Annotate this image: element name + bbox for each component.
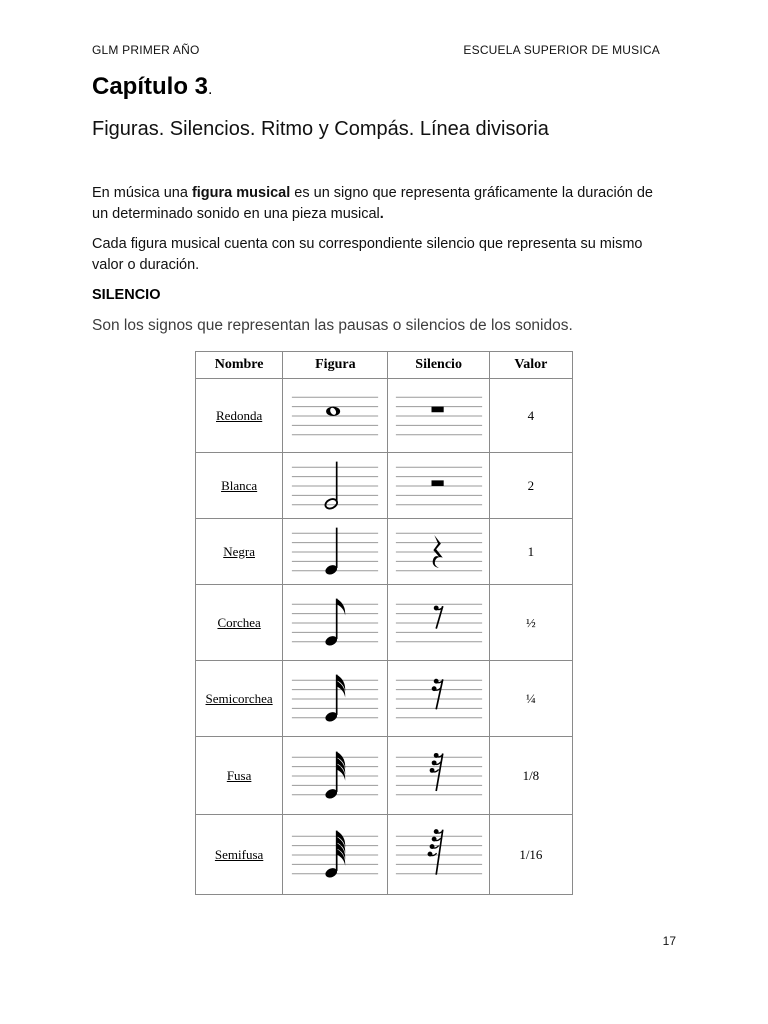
cell-valor: 1/8 <box>489 737 572 815</box>
cell-valor: 4 <box>489 379 572 453</box>
figure-name: Fusa <box>226 767 252 783</box>
chapter-title <box>92 73 212 101</box>
table-row <box>196 661 573 737</box>
cell-nombre <box>196 585 283 661</box>
paragraph1-part1: En música una <box>92 185 192 201</box>
cell-nombre <box>196 737 283 815</box>
paragraph-figura-musical <box>92 183 672 225</box>
chapter-label: Capítulo 3 <box>92 73 209 100</box>
table-row <box>196 453 573 519</box>
column-header-silencio: Silencio <box>388 352 489 379</box>
paragraph1-end: . <box>379 206 384 222</box>
cell-silencio <box>388 815 489 895</box>
sixteenth-note-icon <box>285 669 385 729</box>
cell-figura <box>283 815 388 895</box>
cell-figura <box>283 453 388 519</box>
paragraph1-bold: figura musical <box>191 185 291 201</box>
table-row <box>196 379 573 453</box>
cell-valor: 1 <box>489 519 572 585</box>
cell-silencio <box>388 453 489 519</box>
eighth-rest-icon <box>389 593 489 653</box>
figure-name: Blanca <box>221 477 258 493</box>
header-left: GLM PRIMER AÑO <box>92 43 200 57</box>
table-row <box>196 585 573 661</box>
figure-name: Negra <box>223 543 255 559</box>
thirty-second-note-icon <box>285 746 385 806</box>
table-row <box>196 737 573 815</box>
cell-silencio <box>388 661 489 737</box>
cell-nombre <box>196 379 283 453</box>
whole-note-icon <box>285 386 385 446</box>
cell-nombre <box>196 453 283 519</box>
cell-figura <box>283 379 388 453</box>
column-header-figura: Figura <box>283 352 388 379</box>
cell-figura <box>283 585 388 661</box>
cell-valor: ½ <box>489 585 572 661</box>
quarter-rest-icon <box>389 522 489 582</box>
column-header-nombre: Nombre <box>196 352 283 379</box>
cell-silencio <box>388 379 489 453</box>
sixty-fourth-note-icon <box>285 825 385 885</box>
half-rest-icon <box>389 456 489 516</box>
quarter-note-icon <box>285 522 385 582</box>
sixty-fourth-rest-icon <box>389 825 489 885</box>
cell-silencio <box>388 585 489 661</box>
notes-table <box>195 351 573 895</box>
page-number: 17 <box>662 934 676 948</box>
cell-valor: 1/16 <box>489 815 572 895</box>
section-heading-silencio: SILENCIO <box>92 287 161 303</box>
table-header-row <box>196 352 573 379</box>
table-row <box>196 815 573 895</box>
cell-silencio <box>388 519 489 585</box>
cell-figura <box>283 737 388 815</box>
cell-silencio <box>388 737 489 815</box>
cell-valor: ¼ <box>489 661 572 737</box>
chapter-dot: . <box>208 81 213 98</box>
chapter-subtitle: Figuras. Silencios. Ritmo y Compás. Línea divisoria <box>92 118 549 140</box>
thirty-second-rest-icon <box>389 746 489 806</box>
header-right: ESCUELA SUPERIOR DE MUSICA <box>463 43 660 57</box>
cell-figura <box>283 519 388 585</box>
paragraph1-part2: es un signo que representa gráficamente la duración de un determinado sonido en una pieza musical <box>92 185 653 222</box>
cell-valor: 2 <box>489 453 572 519</box>
cell-nombre <box>196 519 283 585</box>
paragraph-silencio-value: Cada figura musical cuenta con su correspondiente silencio que representa su mismo valor o duración. <box>92 236 643 273</box>
eighth-note-icon <box>285 593 385 653</box>
section-intro: Son los signos que representan las pausas o silencios de los sonidos. <box>92 317 573 334</box>
figure-name: Semifusa <box>214 846 264 862</box>
cell-nombre <box>196 661 283 737</box>
figure-name: Redonda <box>216 407 263 423</box>
cell-figura <box>283 661 388 737</box>
cell-nombre <box>196 815 283 895</box>
sixteenth-rest-icon <box>389 669 489 729</box>
figure-name: Corchea <box>217 614 261 630</box>
half-note-icon <box>285 456 385 516</box>
whole-rest-icon <box>389 386 489 446</box>
figure-name: Semicorchea <box>205 690 273 706</box>
table-row <box>196 519 573 585</box>
column-header-valor: Valor <box>489 352 572 379</box>
